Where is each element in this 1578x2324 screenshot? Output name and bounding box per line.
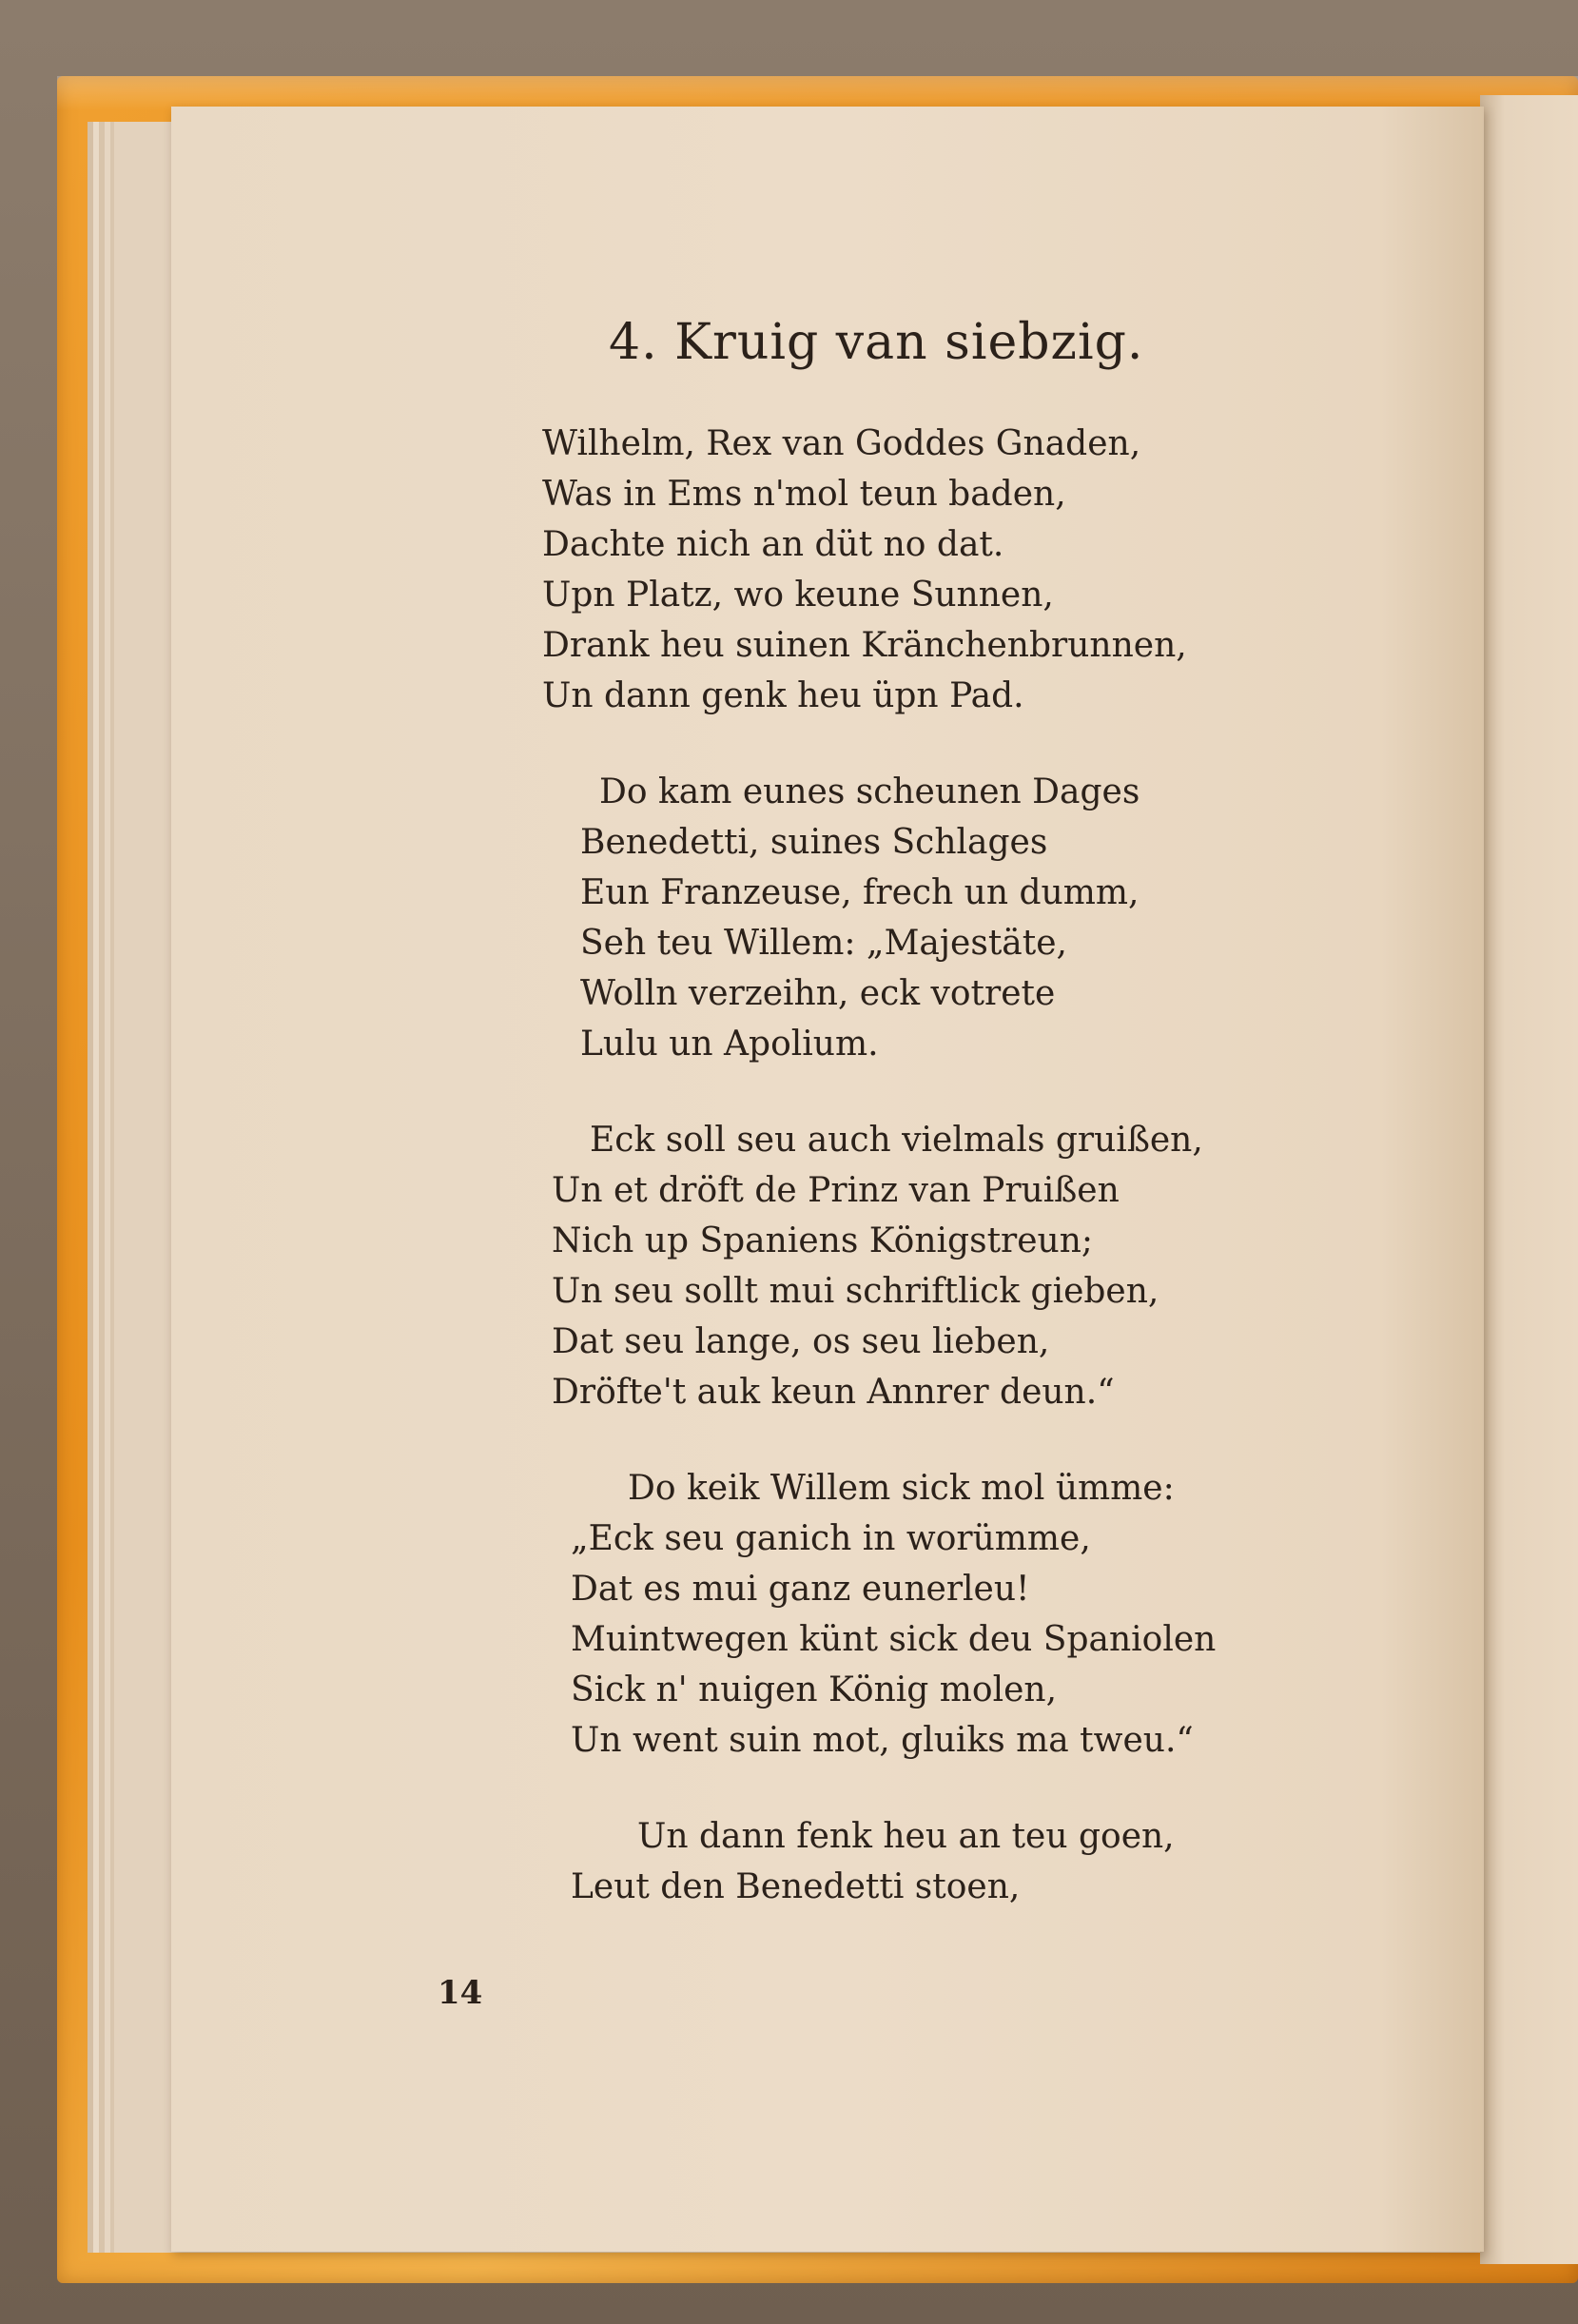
verse-line: Dat seu lange, os seu lieben, [552,1322,1050,1361]
verse-line: Un went suin mot, gluiks ma tweu.“ [571,1721,1194,1760]
stanza [542,419,1303,721]
verse-line: Do keik Willem sick mol ümme: [628,1469,1175,1508]
verse-line: Wolln verzeihn, eck votrete [580,974,1056,1013]
verse-line: Dachte nich an düt no dat. [542,525,1004,564]
verse-line: Do kam eunes scheunen Dages [599,772,1140,811]
poem-title: 4. Kruig van siebzig. [609,314,1144,371]
verse-line: Dat es mui ganz eunerleu! [571,1570,1030,1609]
verse-line: Was in Ems n'mol teun baden, [542,475,1066,514]
verse-line: Benedetti, suines Schlages [580,823,1048,862]
verse-line: Upn Platz, wo keune Sunnen, [542,576,1054,615]
verse-line: Un seu sollt mui schriftlick gieben, [552,1272,1159,1311]
verse-line: „Eck seu ganich in worümme, [571,1519,1091,1558]
verse-line: Nich up Spaniens Königstreun; [552,1221,1094,1260]
stanza [542,1115,1303,1417]
stanza [542,1463,1303,1766]
verse-line: Seh teu Willem: „Majestäte, [580,924,1067,963]
verse-line: Lulu un Apolium. [580,1025,879,1064]
verse-line: Wilhelm, Rex van Goddes Gnaden, [542,424,1141,463]
facing-page-edge [1480,95,1578,2264]
stanza [542,1811,1303,1912]
cover-tape [57,76,1578,110]
page-number: 14 [438,1974,483,2012]
verse-line: Drank heu suinen Kränchenbrunnen, [542,626,1187,665]
verse-line: Un et dröft de Prinz van Pruißen [552,1171,1120,1210]
verse-line: Dröfte't auk keun Annrer deun.“ [552,1373,1115,1412]
verse-line: Eun Franzeuse, frech un dumm, [580,873,1140,912]
verse-line: Muintwegen künt sick deu Spaniolen [571,1620,1217,1659]
verse-line: Un dann fenk heu an teu goen, [637,1817,1175,1856]
verse-line: Eck soll seu auch vielmals gruißen, [590,1121,1203,1160]
stanza [542,767,1303,1069]
poem-body [542,419,1303,1958]
verse-line: Leut den Benedetti stoen, [571,1867,1021,1906]
verse-line: Un dann genk heu üpn Pad. [542,676,1024,715]
verse-line: Sick n' nuigen König molen, [571,1670,1058,1709]
